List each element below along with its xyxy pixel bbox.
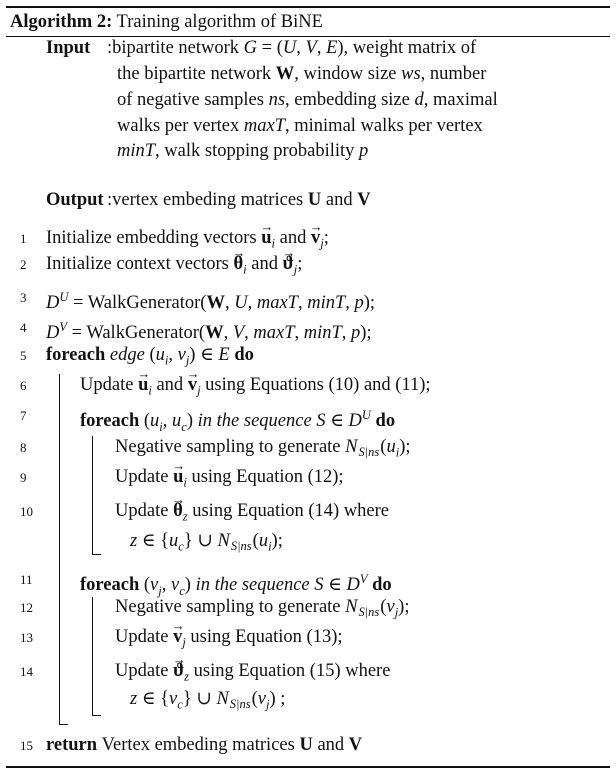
foreach-v-block-bar — [92, 597, 93, 715]
math-symbol: E — [326, 38, 338, 58]
keyword: return — [46, 735, 102, 755]
sub-superscript: S|ns — [230, 539, 252, 553]
subscript: j — [394, 605, 399, 620]
text: ( — [252, 531, 259, 551]
line-number: 12 — [20, 600, 33, 615]
text: Initialize context vectors — [46, 254, 234, 274]
math-symbol: E — [218, 345, 230, 365]
algorithm-step — [46, 316, 372, 344]
text: Initialize embedding vectors — [46, 228, 262, 248]
math-symbol: N — [345, 597, 358, 617]
foreach-edge-block-end — [59, 724, 68, 725]
sub-superscript: S|ns — [358, 605, 380, 619]
text: ); — [399, 437, 411, 457]
vector-symbol: u → — [138, 374, 148, 396]
text: , — [162, 411, 173, 432]
keyword: U — [299, 735, 313, 755]
text: Update — [115, 627, 174, 647]
line-number: 11 — [20, 572, 33, 587]
math-symbol: D — [46, 323, 60, 344]
subscript: z — [184, 669, 190, 684]
algorithm-step — [80, 374, 431, 402]
top-rule — [6, 6, 610, 8]
algorithm-step — [130, 688, 285, 716]
math-symbol: maxT — [256, 293, 298, 314]
line-number: 15 — [20, 738, 33, 753]
math-symbol: D — [346, 575, 360, 596]
math-symbol: in the sequence S — [195, 575, 324, 596]
math-symbol: maxT — [243, 116, 286, 136]
algorithm-step — [115, 500, 389, 528]
math-symbol: minT — [307, 293, 346, 314]
text: ) ; — [269, 689, 286, 709]
text: using Equations (10) and (11); — [200, 375, 431, 395]
math-symbol: V — [305, 38, 317, 58]
keyword: foreach — [80, 575, 144, 596]
text: using Equation (14) where — [187, 501, 390, 521]
input-line — [117, 89, 498, 111]
superscript: V — [59, 320, 68, 334]
vector-symbol: v → — [311, 227, 320, 249]
keyword: do — [367, 575, 392, 596]
text: , — [247, 293, 257, 314]
input-label: Input — [46, 38, 91, 58]
subscript: i — [159, 419, 163, 434]
math-symbol: maxT — [253, 323, 295, 344]
input-line — [107, 37, 476, 59]
text: :vertex embeding matrices — [107, 190, 308, 210]
subscript: i — [243, 262, 247, 277]
vector-symbol: v → — [173, 626, 182, 648]
keyword: do — [229, 345, 254, 365]
sub-superscript: S|ns — [358, 445, 380, 459]
math-symbol: v — [257, 689, 266, 709]
math-symbol: U — [234, 293, 248, 314]
text: ( — [143, 575, 151, 596]
text: ) ∈ — [189, 345, 219, 365]
text: , walk stopping probability — [155, 141, 360, 161]
text: and — [151, 375, 188, 395]
math-symbol: v — [171, 575, 180, 596]
superscript: U — [361, 408, 371, 422]
subscript: i — [268, 539, 272, 554]
math-symbol: z — [130, 531, 138, 551]
math-symbol: d — [414, 90, 424, 110]
text: ( — [251, 689, 258, 709]
math-symbol: minT — [117, 141, 156, 161]
keyword: V — [357, 190, 371, 210]
keyword: V — [348, 735, 363, 755]
text: Negative sampling to generate — [115, 437, 346, 457]
math-symbol: u — [258, 531, 269, 551]
text: , number — [420, 64, 487, 84]
algorithm-label: Algorithm 2: — [10, 12, 113, 32]
text: ∈ { — [137, 689, 170, 709]
output-label: Output — [46, 190, 104, 210]
algorithm-caption: Training algorithm of BiNE — [112, 12, 323, 32]
text: , — [168, 345, 178, 365]
line-number: 13 — [20, 630, 33, 645]
math-symbol: N — [345, 437, 358, 457]
text: ( — [149, 345, 156, 365]
math-symbol: p — [354, 293, 364, 314]
algorithm-step — [46, 253, 302, 281]
algorithm-step — [80, 404, 395, 438]
text: } ∪ — [182, 689, 217, 709]
text: , — [244, 323, 254, 344]
line-number: 2 — [20, 257, 27, 272]
vector-symbol: ϑ → — [283, 253, 294, 275]
text: ); — [398, 597, 410, 617]
line-number: 7 — [20, 408, 27, 423]
keyword: W — [205, 323, 224, 344]
line-number: 1 — [20, 231, 27, 246]
text: , — [223, 323, 233, 344]
text: using Equation (13); — [185, 627, 343, 647]
vector-symbol: u → — [173, 466, 183, 488]
text: , — [316, 38, 327, 58]
text: using Equation (15) where — [189, 661, 391, 681]
text: ( — [380, 437, 387, 457]
subscript: c — [178, 539, 184, 554]
math-symbol: D — [46, 293, 60, 314]
sub-superscript: S|ns — [229, 697, 251, 711]
text: and — [312, 735, 349, 755]
subscript: i — [183, 475, 187, 490]
vector-symbol: θ → — [173, 500, 183, 522]
subscript: j — [185, 353, 190, 368]
line-number: 9 — [20, 470, 27, 485]
math-symbol: in the sequence S — [197, 411, 326, 432]
input-line — [117, 115, 483, 137]
math-symbol: minT — [303, 323, 342, 344]
text: ); — [271, 531, 283, 551]
bottom-rule — [6, 766, 610, 768]
math-symbol: u — [169, 531, 179, 551]
text: = WalkGenerator( — [68, 293, 207, 314]
text: , — [297, 293, 308, 314]
text: } ∪ — [183, 531, 218, 551]
math-symbol: u — [172, 411, 182, 432]
math-symbol: z — [130, 689, 138, 709]
subscript: j — [158, 583, 162, 598]
algorithm-step — [46, 286, 375, 314]
math-symbol: v — [169, 689, 178, 709]
math-symbol: V — [232, 323, 245, 344]
text: , embedding size — [285, 90, 415, 110]
keyword: W — [275, 64, 295, 84]
subscript: i — [395, 445, 400, 460]
algorithm-step — [115, 596, 409, 624]
math-symbol: v — [177, 345, 186, 365]
math-symbol: U — [282, 38, 297, 58]
vector-symbol: u → — [261, 227, 271, 249]
foreach-v-block-end — [92, 715, 101, 716]
subscript: j — [266, 697, 270, 712]
text: , — [224, 293, 235, 314]
line-number: 14 — [20, 664, 33, 679]
text: ( — [380, 597, 387, 617]
math-symbol: u — [386, 437, 396, 457]
text: ; — [297, 254, 303, 274]
math-symbol: G — [243, 38, 258, 58]
math-symbol: edge — [109, 345, 150, 365]
algorithm-step — [115, 626, 343, 654]
text: ); — [363, 293, 376, 314]
text: and — [321, 190, 358, 210]
text: ); — [360, 323, 372, 344]
text: Update — [80, 375, 139, 395]
vector-symbol: v → — [188, 374, 197, 396]
text: , — [345, 293, 355, 314]
text: the bipartite network — [117, 64, 276, 84]
subscript: j — [320, 236, 324, 251]
text: :bipartite network — [107, 38, 244, 58]
text: , window size — [294, 64, 402, 84]
math-symbol: ns — [268, 90, 286, 110]
math-symbol: u — [155, 345, 165, 365]
math-symbol: D — [348, 411, 362, 432]
keyword: W — [206, 293, 225, 314]
algorithm-step — [115, 466, 344, 494]
text: Update — [115, 501, 174, 521]
superscript: V — [359, 572, 368, 586]
text: walks per vertex — [117, 116, 244, 136]
algorithm-title — [10, 11, 323, 33]
line-number: 4 — [20, 320, 27, 335]
text: , — [294, 323, 304, 344]
foreach-edge-block-bar — [59, 374, 60, 724]
text: of negative samples — [117, 90, 269, 110]
text: ) — [184, 575, 196, 596]
math-symbol: p — [359, 141, 369, 161]
subscript: j — [197, 383, 201, 398]
line-number: 8 — [20, 440, 27, 455]
subscript: c — [179, 583, 185, 598]
input-line — [117, 140, 368, 162]
text: and — [246, 254, 283, 274]
math-symbol: N — [216, 689, 229, 709]
keyword: foreach — [80, 411, 144, 432]
subscript: i — [148, 383, 152, 398]
subscript: c — [177, 697, 183, 712]
keyword: U — [307, 190, 322, 210]
vector-symbol: ϑ → — [173, 660, 184, 682]
algorithm-step — [130, 530, 283, 558]
text: = WalkGenerator( — [67, 323, 206, 344]
math-symbol: p — [351, 323, 361, 344]
text: , — [161, 575, 171, 596]
math-symbol: v — [386, 597, 395, 617]
subscript: c — [181, 419, 187, 434]
text: ; — [323, 228, 329, 248]
foreach-u-block-bar — [92, 436, 93, 554]
text: , — [296, 38, 306, 58]
text: Update — [115, 661, 174, 681]
math-symbol: ws — [401, 64, 421, 84]
text: = ( — [257, 38, 283, 58]
text: ∈ — [325, 411, 349, 432]
algorithm-step — [46, 734, 362, 756]
text: and — [275, 228, 311, 248]
subscript: j — [293, 262, 298, 277]
text: ), weight matrix of — [337, 38, 477, 58]
keyword: foreach — [46, 345, 110, 365]
algorithm-step — [115, 436, 411, 464]
line-number: 3 — [20, 290, 27, 305]
text: ∈ { — [137, 531, 170, 551]
subscript: i — [271, 236, 276, 251]
input-line — [117, 63, 486, 85]
text: ( — [143, 411, 151, 432]
superscript: U — [59, 290, 69, 304]
line-number: 6 — [20, 378, 27, 393]
line-number: 5 — [20, 348, 27, 363]
text: , minimal walks per vertex — [285, 116, 483, 136]
text: using Equation (12); — [186, 467, 344, 487]
keyword: do — [370, 411, 396, 432]
math-symbol: v — [150, 575, 159, 596]
vector-symbol: θ → — [234, 253, 244, 275]
text: Vertex embeding matrices — [101, 735, 300, 755]
subscript: z — [182, 509, 188, 524]
text: , maximal — [423, 90, 498, 110]
text: , — [341, 323, 352, 344]
math-symbol: u — [150, 411, 160, 432]
text: ) — [186, 411, 198, 432]
output-line — [107, 189, 371, 211]
algorithm-step — [115, 660, 390, 688]
foreach-u-block-end — [92, 554, 101, 555]
line-number: 10 — [20, 504, 33, 519]
subscript: i — [164, 353, 169, 368]
math-symbol: N — [217, 531, 230, 551]
text: ∈ — [323, 575, 347, 596]
text: Negative sampling to generate — [115, 597, 346, 617]
text: Update — [115, 467, 174, 487]
subscript: j — [182, 635, 186, 650]
